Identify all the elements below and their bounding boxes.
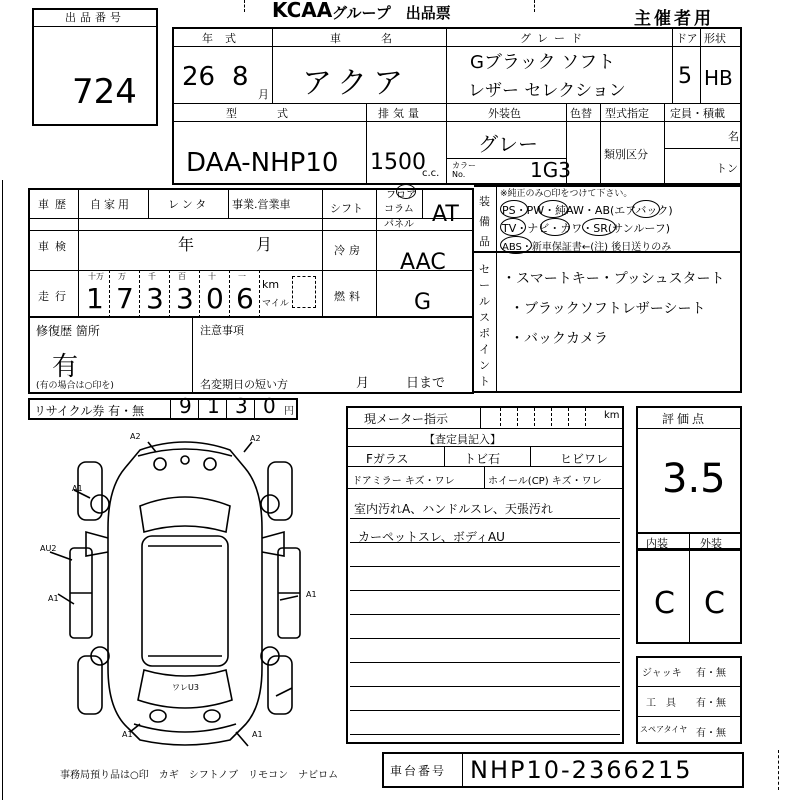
chassis-value: NHP10-2366215 [470,756,693,784]
ruled-line [350,734,620,735]
mileage-digit: 3 [176,282,194,315]
ruled-line [350,710,620,711]
circle-tv [500,218,526,236]
interior-label: 内装 [646,537,668,550]
jack-yes-no: 有・無 [696,668,726,679]
color-swap-label: 色替 [570,107,592,120]
ruled-line [350,590,620,591]
grid-line [322,188,323,318]
circle-ps [500,200,528,218]
equipment-line3: ABS・新車保証書←(注) 後日送りのみ [502,242,672,253]
tons-unit: トン [716,162,738,175]
grid-line [636,428,742,429]
mileage-place-label: 十万 [88,272,104,281]
grid-line [376,188,377,318]
repair-label: 修復歴 箇所 [36,324,100,338]
color-value: グレー [478,132,538,156]
diagram-mark-a1-front: A1 [72,484,83,493]
mile-checkbox[interactable] [292,276,316,308]
equipment-note: ※純正のみ○印をつけて下さい。 [500,189,633,199]
shift-option-column: コラム [384,204,414,215]
repair-note: (有の場合は○印を) [36,381,114,391]
shift-option-panel: パネル [384,219,414,230]
diagram-mark-a2-left: A2 [130,432,141,441]
grid-line [446,27,447,185]
mileage-cell [140,270,170,318]
grid-line [484,466,485,488]
logo: KCAA [272,0,333,22]
mileage-label: 走行 [38,290,72,303]
month-unit: 月 [258,88,269,101]
grid-line [78,188,79,318]
grid-line [322,230,474,231]
displacement-label: 排気量 [378,107,423,120]
mileage-digit: 0 [206,282,224,315]
grid-line [366,103,367,185]
spare-label: スペアタイヤ [640,725,688,734]
recycle-digit-cell [254,394,282,420]
mileage-place-label: 万 [118,272,126,281]
tools-label: 工具 [646,698,686,709]
ruled-line [350,518,620,519]
diagram-mark-crack: ワレU3 [172,683,199,692]
meter-cell-divider [517,408,518,426]
mileage-place-label: 百 [178,272,186,281]
grid-line [672,27,673,103]
recycle-digit: 9 [179,394,192,418]
exterior-color-label: 外装色 [488,107,521,120]
equipment-side-label: 装備品 [479,195,490,248]
history-option-business: 事業.営業車 [232,198,291,211]
model-value: DAA-NHP10 [186,148,339,178]
chassis-label: 車台番号 [390,764,447,778]
persons-unit: 名 [728,130,739,143]
car-name-label: 車名 [330,32,432,45]
recycle-digit: 3 [235,394,248,418]
grid-line [192,318,193,394]
equipment-line1: PS・PW・純AW・AB(エアバック) [502,204,673,217]
grid-line [444,446,445,466]
grid-line [172,121,742,122]
mileage-place-label: 十 [208,272,216,281]
diagram-mark-a1-side: A1 [48,594,59,603]
inspector-title: 【査定員記入】 [424,433,501,446]
grade-line1: Gブラック ソフト [470,52,616,73]
form-title: グループ 出品票 [332,4,451,22]
capacity-label: 定員・積載 [670,107,725,120]
recycle-digit: 1 [207,394,220,418]
diagram-mark-a1-right: A1 [306,590,317,599]
meter-cell-divider [500,408,501,426]
mileage-cell [170,270,200,318]
circle-leather [582,218,616,236]
month-value: 8 [232,62,249,92]
mileage-digit: 3 [146,282,164,315]
spare-yes-no: 有・無 [696,728,726,739]
color-code: 1G3 [530,158,571,182]
shift-value: AT [432,202,459,227]
mileage-cell [80,270,110,318]
diagram-mark-a1-rear: A1 [122,730,133,739]
grid-line [148,188,149,218]
model-label: 型式 [226,107,328,120]
grid-line [346,428,624,429]
mileage-digit: 7 [116,282,134,315]
notes-label: 注意事項 [200,324,244,337]
grid-line [636,686,742,687]
mileage-digit: 1 [86,282,104,315]
circle-pw [538,200,568,218]
km-unit: km [262,278,280,291]
grid-line [346,488,624,489]
grade-line2: レザー セレクション [468,81,626,101]
name-change-label: 名変期日の短い方 [200,378,288,391]
mile-unit: マイル [262,299,289,309]
exterior-label: 外装 [700,537,722,550]
grade-label: グレード [520,32,588,45]
year-value: 26 [182,62,216,92]
diagram-mark-a1-rear-right: A1 [252,730,263,739]
aircon-value: AAC [400,250,446,275]
ruled-line [350,686,620,687]
interior-value: C [654,586,675,621]
tools-yes-no: 有・無 [696,698,726,709]
score-label: 評価点 [662,412,708,426]
doors-value: 5 [678,64,692,89]
mileage-cell [110,270,140,318]
grid-line [228,188,229,218]
grid-line [422,188,423,218]
equipment-line2: TV・ナビ・カワ・SR(サンルーフ) [502,222,671,235]
inspector-mirror: ドアミラー キズ・ワレ [352,476,455,487]
header-tick [534,0,535,12]
meter-label: 現メーター指示 [364,412,449,426]
outer-left-edge [2,180,3,800]
meter-cell [480,406,481,428]
inspector-wheel: ホイール(CP) キズ・ワレ [488,476,602,487]
score-value: 3.5 [662,456,726,502]
exterior-value: C [704,586,725,621]
mileage-digit: 6 [236,282,254,315]
grid-line [272,27,273,103]
car-damage-diagram [30,428,340,758]
circle-abs [500,236,532,254]
history-label: 車歴 [38,198,72,211]
mileage-place-label: 一 [238,272,246,281]
grid-line [600,103,601,185]
grid-line [172,103,742,104]
circle-navi [540,218,570,236]
shift-floor-circle [396,184,416,199]
grid-line [689,532,690,644]
organizer-label: 主催者用 [634,9,714,29]
recycle-digit-cell [226,394,254,420]
shift-option-floor: フロア [386,190,416,201]
meter-cell-divider [534,408,535,426]
body-type-label: 形状 [704,32,726,45]
color-no-label: カラーNo. [452,161,476,179]
header-tick [244,0,245,12]
model-designation-label: 型式指定 [605,107,649,120]
grid-line [700,27,701,103]
grid-line [28,230,328,231]
sales-point-2: ・ブラックソフトレザーシート [510,301,706,317]
history-option-private: 自家用 [90,198,132,211]
repair-value: 有 [52,352,79,382]
mileage-place-label: 千 [148,272,156,281]
grid-line [462,752,463,788]
lot-label: 出品番号 [34,10,156,27]
meter-km-unit: km [604,410,620,421]
recycle-yen: 円 [284,406,294,417]
meter-cell-divider [585,408,586,426]
displacement-value: 1500 [370,150,426,175]
footer-tick [778,750,779,790]
grid-line [664,103,665,185]
inspector-note-1: 室内汚れA、ハンドルスレ、天張汚れ [354,502,553,516]
inspector-f-glass: Fガラス [366,452,409,466]
meter-cell-divider [568,408,569,426]
recycle-digit-cell [198,394,226,420]
recycle-digit: 0 [263,394,276,418]
grid-line [530,446,531,466]
history-option-rental: レンタ [168,198,210,211]
inspector-note-2: カーペットスレ、ボディAU [358,530,505,544]
meter-cell-divider [551,408,552,426]
sales-point-1: ・スマートキー・プッシュスタート [502,271,725,287]
circle-ab [632,200,660,218]
category-label: 類別区分 [604,148,648,161]
inspection-year-unit: 年 [178,235,195,254]
name-change-day: 日まで [406,376,446,391]
sales-points-side-label: セールスポイント [479,263,490,388]
mileage-cell [230,270,260,318]
inspector-chip: トビ石 [464,452,501,466]
jack-label: ジャッキ [642,668,682,679]
name-change-month: 月 [356,376,370,391]
year-label: 年式 [202,32,248,45]
lot-number: 724 [72,72,137,112]
fuel-label: 燃料 [334,290,364,303]
diagram-mark-a2-right: A2 [250,434,261,443]
recycle-label: リサイクル券 有・無 [34,404,145,418]
mileage-cell [200,270,230,318]
inspection-month-unit: 月 [256,235,273,254]
grid-line [346,446,624,447]
inspection-label: 車検 [38,240,72,253]
shift-label: シフト [330,202,363,215]
inspector-crack: ヒビワレ [560,452,609,466]
footer-office-items: 事務局預り品は○印 カギ シフトノブ リモコン ナビロム [60,770,339,781]
ruled-line [350,566,620,567]
aircon-label: 冷房 [334,244,364,257]
fuel-value: G [414,290,432,315]
ruled-line [350,662,620,663]
door-label: ドア [676,32,698,45]
body-type-value: HB [704,66,733,90]
lot-number-box [32,8,158,126]
capacity-divider [664,148,742,149]
grid-line [636,716,742,717]
grid-line [346,466,624,467]
grid-line [172,46,742,47]
recycle-digit-cell [170,394,198,420]
cc-unit: c.c. [422,168,440,179]
ruled-line [350,614,620,615]
sales-point-3: ・バックカメラ [510,331,608,347]
ruled-line [350,638,620,639]
car-name-value: アクア [302,66,410,101]
diagram-mark-au2: AU2 [40,544,57,553]
